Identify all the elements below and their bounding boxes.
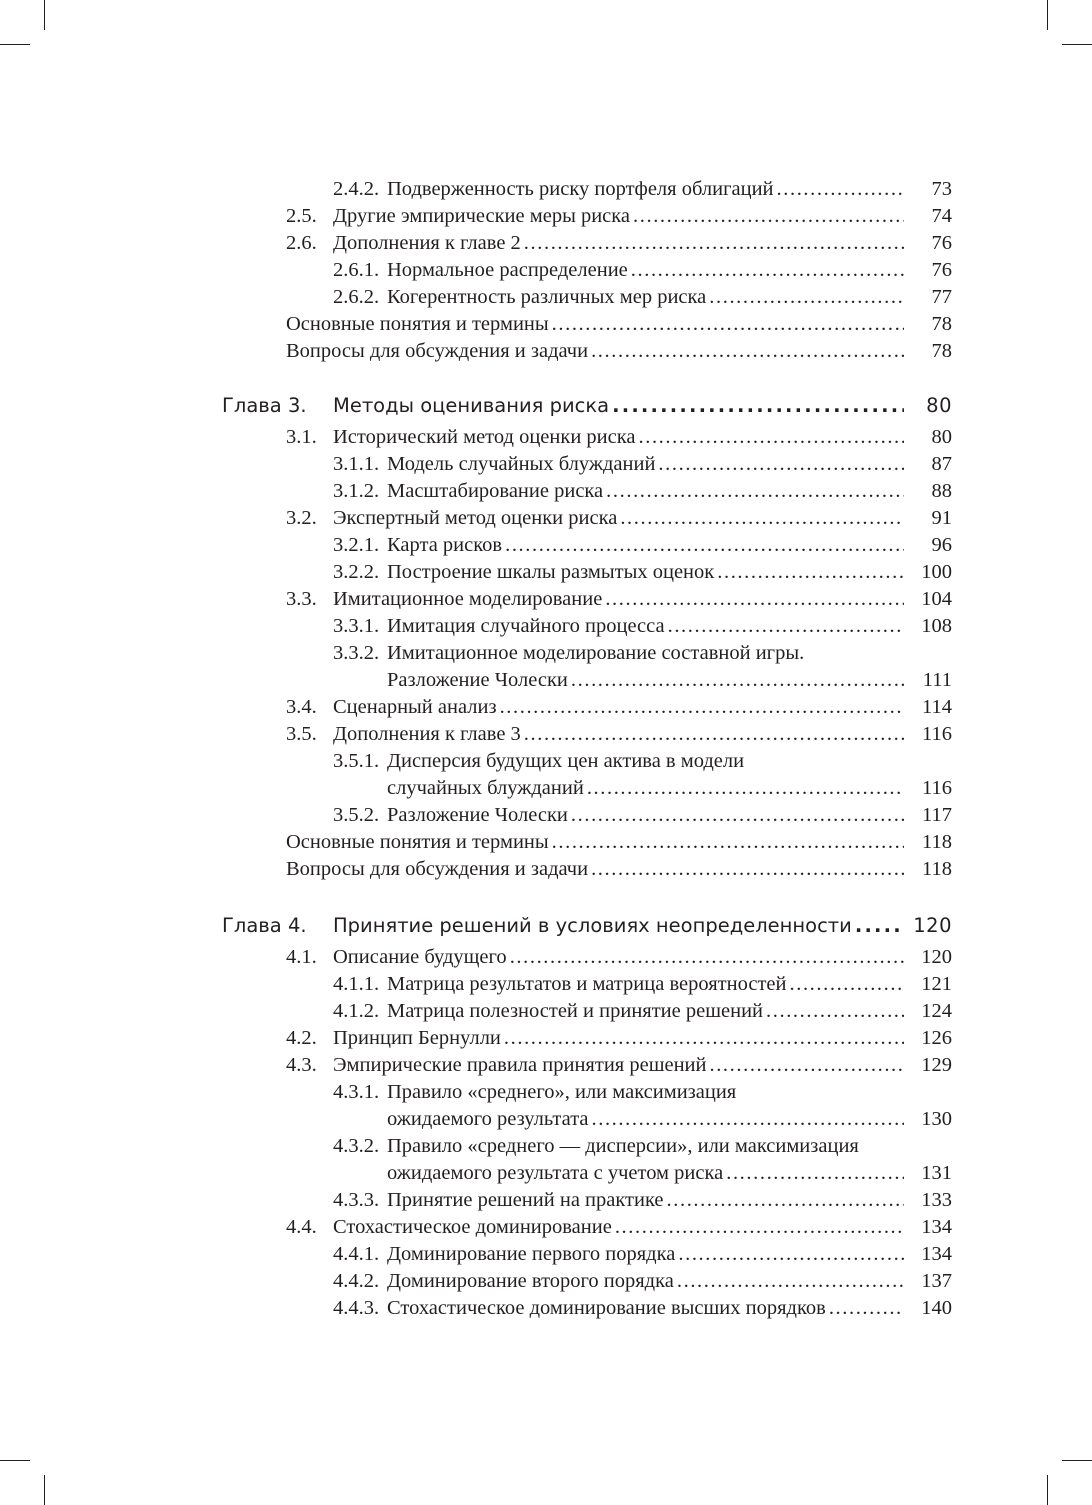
dot-leader — [612, 392, 904, 419]
toc-entry-number: 4.4.3. — [333, 1297, 380, 1319]
toc-entry-number: 4.4. — [286, 1216, 317, 1238]
toc-entry-title: Стохастическое доминирование высших порядков — [387, 1295, 826, 1322]
toc-row[interactable] — [0, 1268, 1092, 1295]
toc-entry-title: Дополнения к главе 2 — [333, 230, 521, 257]
toc-entry-number: Глава 3. — [222, 394, 307, 417]
toc-row[interactable] — [0, 1160, 1092, 1187]
dot-leader — [552, 829, 904, 856]
dot-leader — [571, 802, 904, 829]
toc-entry-title: Принятие решений на практике — [387, 1187, 664, 1214]
toc-row[interactable] — [0, 451, 1092, 478]
dot-leader — [591, 338, 904, 365]
toc-page-number: 76 — [931, 232, 952, 254]
toc-entry-number: 3.1. — [286, 426, 317, 448]
toc-row[interactable] — [0, 944, 1092, 971]
crop-mark-top-right-vertical — [1047, 0, 1048, 30]
toc-page-number: 126 — [921, 1027, 952, 1049]
toc-row[interactable] — [0, 748, 1092, 775]
dot-leader — [524, 721, 904, 748]
toc-page-number: 134 — [921, 1243, 952, 1265]
toc-page-number: 91 — [931, 507, 952, 529]
dot-leader — [571, 667, 904, 694]
toc-entry-number: 3.2. — [286, 507, 317, 529]
toc-entry-number: 4.3. — [286, 1054, 317, 1076]
toc-page-number: 124 — [921, 1000, 952, 1022]
toc-entry-number: 2.6.1. — [333, 259, 380, 281]
toc-entry-title: Доминирование первого порядка — [387, 1241, 675, 1268]
toc-row[interactable] — [0, 829, 1092, 856]
dot-leader — [524, 230, 904, 257]
toc-entry-title: Подверженность риску портфеля облигаций — [387, 176, 774, 203]
toc-entry-title: Нормальное распределение — [387, 257, 628, 284]
toc-row[interactable] — [0, 505, 1092, 532]
toc-entry-number: 4.4.1. — [333, 1243, 380, 1265]
toc-entry-number: 3.1.1. — [333, 453, 380, 475]
dot-leader — [633, 203, 904, 230]
dot-leader — [829, 1295, 904, 1322]
crop-mark-bottom-right-horizontal — [1062, 1460, 1092, 1461]
toc-row[interactable] — [0, 1241, 1092, 1268]
toc-chapter-row[interactable] — [0, 392, 1092, 419]
toc-entry-title: Матрица результатов и матрица вероятностей — [387, 971, 787, 998]
toc-entry-number: 4.3.1. — [333, 1081, 380, 1103]
toc-entry-title: Разложение Чолески — [387, 667, 568, 694]
toc-row[interactable] — [0, 802, 1092, 829]
toc-entry-number: 2.4.2. — [333, 178, 380, 200]
toc-page-number: 134 — [921, 1216, 952, 1238]
dot-leader — [790, 971, 905, 998]
toc-entry-number: 2.6.2. — [333, 286, 380, 308]
toc-page-number: 78 — [931, 340, 952, 362]
toc-row[interactable] — [0, 640, 1092, 667]
dot-leader — [668, 613, 904, 640]
toc-entry-title: Экспертный метод оценки риска — [333, 505, 617, 532]
crop-mark-bottom-left-horizontal — [0, 1460, 30, 1461]
toc-entry-title: Имитационное моделирование — [333, 586, 602, 613]
toc-page-number: 87 — [931, 453, 952, 475]
toc-row[interactable] — [0, 971, 1092, 998]
dot-leader — [587, 775, 904, 802]
toc-page-number: 137 — [921, 1270, 952, 1292]
crop-mark-top-left-horizontal — [0, 44, 30, 45]
toc-entry-number: 3.5. — [286, 723, 317, 745]
toc-page-number: 108 — [921, 615, 952, 637]
toc-page-number: 114 — [922, 696, 952, 718]
dot-leader — [717, 559, 904, 586]
crop-mark-bottom-right-vertical — [1047, 1475, 1048, 1505]
toc-entry-number: 4.3.2. — [333, 1135, 380, 1157]
dot-leader — [606, 478, 904, 505]
toc-row[interactable] — [0, 1079, 1092, 1106]
toc-entry-title: Стохастическое доминирование — [333, 1214, 612, 1241]
crop-mark-bottom-left-vertical — [44, 1475, 45, 1505]
toc-entry-title: Модель случайных блужданий — [387, 451, 655, 478]
toc-entry-number: 3.3.1. — [333, 615, 380, 637]
dot-leader — [677, 1268, 904, 1295]
dot-leader — [591, 856, 904, 883]
toc-entry-title: Исторический метод оценки риска — [333, 424, 636, 451]
dot-leader — [639, 424, 905, 451]
toc-entry-number: 4.1. — [286, 946, 317, 968]
toc-entry-number: 3.2.1. — [333, 534, 380, 556]
toc-row[interactable] — [0, 998, 1092, 1025]
toc-entry-title: Матрица полезностей и принятие решений — [387, 998, 763, 1025]
toc-entry-title: случайных блужданий — [387, 775, 584, 802]
dot-leader — [505, 532, 904, 559]
toc-page-number: 129 — [921, 1054, 952, 1076]
toc-entry-title: Описание будущего — [333, 944, 507, 971]
toc-page-number: 88 — [931, 480, 952, 502]
toc-row[interactable] — [0, 694, 1092, 721]
dot-leader — [605, 586, 904, 613]
toc-row[interactable] — [0, 1214, 1092, 1241]
dot-leader — [678, 1241, 904, 1268]
toc-page-number: 120 — [921, 946, 952, 968]
toc-entry-title: Карта рисков — [387, 532, 502, 559]
dot-leader — [667, 1187, 904, 1214]
toc-row[interactable] — [0, 1025, 1092, 1052]
toc-entry-title: Когерентность различных мер риска — [387, 284, 706, 311]
dot-leader — [592, 1106, 905, 1133]
toc-entry-title: Методы оценивания риска — [333, 394, 610, 417]
toc-page-number: 133 — [921, 1189, 952, 1211]
dot-leader — [709, 1052, 904, 1079]
toc-row[interactable] — [0, 1295, 1092, 1322]
toc-entry-title: Дисперсия будущих цен актива в модели — [387, 748, 744, 775]
toc-row[interactable] — [0, 613, 1092, 640]
toc-row[interactable] — [0, 1133, 1092, 1160]
toc-row[interactable] — [0, 203, 1092, 230]
toc-entry-title: Имитационное моделирование составной игры. — [387, 640, 804, 667]
toc-entry-title: ожидаемого результата с учетом риска — [387, 1160, 723, 1187]
toc-entry-title: Эмпирические правила принятия решений — [333, 1052, 706, 1079]
toc-entry-title: Основные понятия и термины — [286, 829, 549, 856]
toc-entry-number: 3.4. — [286, 696, 317, 718]
toc-entry-title: ожидаемого результата — [387, 1106, 589, 1133]
toc-row[interactable] — [0, 586, 1092, 613]
toc-entry-number: 4.3.3. — [333, 1189, 380, 1211]
toc-entry-title: Другие эмпирические меры риска — [333, 203, 630, 230]
toc-entry-number: 3.5.2. — [333, 804, 380, 826]
toc-row[interactable] — [0, 478, 1092, 505]
toc-row[interactable] — [0, 311, 1092, 338]
toc-entry-number: 4.1.1. — [333, 973, 380, 995]
toc-page-number: 76 — [931, 259, 952, 281]
toc-entry-number: 4.1.2. — [333, 1000, 380, 1022]
toc-entry-title: Дополнения к главе 3 — [333, 721, 521, 748]
dot-leader — [504, 1025, 904, 1052]
toc-page-number: 118 — [922, 858, 952, 880]
dot-leader — [552, 311, 904, 338]
toc-page-number: 118 — [922, 831, 952, 853]
toc-row[interactable] — [0, 1106, 1092, 1133]
toc-page-number: 100 — [921, 561, 952, 583]
toc-page-number: 80 — [931, 426, 952, 448]
toc-row[interactable] — [0, 1052, 1092, 1079]
toc-entry-title: Вопросы для обсуждения и задачи — [286, 338, 588, 365]
toc-page-number: 111 — [922, 669, 952, 691]
toc-page-number: 78 — [931, 313, 952, 335]
toc-entry-title: Правило «среднего — дисперсии», или максимизация — [387, 1133, 859, 1160]
toc-page-number: 77 — [931, 286, 952, 308]
toc-row[interactable] — [0, 721, 1092, 748]
toc-entry-title: Построение шкалы размытых оценок — [387, 559, 714, 586]
toc-entry-title: Имитация случайного процесса — [387, 613, 665, 640]
toc-entry-number: Глава 4. — [222, 914, 307, 937]
toc-page-number: 131 — [921, 1162, 952, 1184]
toc-page-number: 96 — [931, 534, 952, 556]
toc-page-number: 80 — [926, 394, 952, 417]
dot-leader — [510, 944, 904, 971]
dot-leader — [766, 998, 904, 1025]
dot-leader — [615, 1214, 904, 1241]
crop-mark-top-left-vertical — [44, 0, 45, 30]
dot-leader — [726, 1160, 904, 1187]
toc-entry-title: Основные понятия и термины — [286, 311, 549, 338]
toc-page-number: 117 — [922, 804, 952, 826]
toc-row[interactable] — [0, 176, 1092, 203]
toc-entry-title: Принцип Бернулли — [333, 1025, 501, 1052]
toc-row[interactable] — [0, 856, 1092, 883]
toc-entry-title: Масштабирование риска — [387, 478, 603, 505]
toc-entry-title: Вопросы для обсуждения и задачи — [286, 856, 588, 883]
toc-row[interactable] — [0, 338, 1092, 365]
toc-entry-number: 2.6. — [286, 232, 317, 254]
dot-leader — [777, 176, 904, 203]
dot-leader — [709, 284, 904, 311]
toc-row[interactable] — [0, 532, 1092, 559]
toc-entry-number: 3.3.2. — [333, 642, 380, 664]
toc-row[interactable] — [0, 1187, 1092, 1214]
toc-entry-number: 3.5.1. — [333, 750, 380, 772]
toc-chapter-row[interactable] — [0, 912, 1092, 939]
toc-row[interactable] — [0, 257, 1092, 284]
toc-entry-number: 4.4.2. — [333, 1270, 380, 1292]
toc-page-number: 104 — [921, 588, 952, 610]
toc-row[interactable] — [0, 775, 1092, 802]
toc-page-number: 116 — [922, 777, 952, 799]
toc-row[interactable] — [0, 559, 1092, 586]
toc-entry-number: 2.5. — [286, 205, 317, 227]
toc-entry-number: 3.1.2. — [333, 480, 380, 502]
toc-entry-title: Правило «среднего», или максимизация — [387, 1079, 736, 1106]
toc-page-number: 140 — [921, 1297, 952, 1319]
dot-leader — [631, 257, 904, 284]
toc-entry-number: 3.3. — [286, 588, 317, 610]
toc-entry-number: 4.2. — [286, 1027, 317, 1049]
dot-leader — [620, 505, 904, 532]
toc-page-number: 121 — [921, 973, 952, 995]
toc-page-number: 73 — [931, 178, 952, 200]
crop-mark-top-right-horizontal — [1062, 44, 1092, 45]
toc-entry-title: Принятие решений в условиях неопределенности — [333, 914, 852, 937]
toc-row[interactable] — [0, 230, 1092, 257]
toc-row[interactable] — [0, 424, 1092, 451]
toc-page-number: 120 — [913, 914, 952, 937]
toc-entry-title: Доминирование второго порядка — [387, 1268, 674, 1295]
toc-page-number: 130 — [921, 1108, 952, 1130]
dot-leader — [500, 694, 904, 721]
toc-entry-number: 3.2.2. — [333, 561, 380, 583]
toc-entry-title: Разложение Чолески — [387, 802, 568, 829]
dot-leader — [855, 912, 904, 939]
toc-entry-title: Сценарный анализ — [333, 694, 497, 721]
dot-leader — [658, 451, 904, 478]
toc-row[interactable] — [0, 667, 1092, 694]
toc-page-number: 116 — [922, 723, 952, 745]
toc-row[interactable] — [0, 284, 1092, 311]
toc-page-number: 74 — [931, 205, 952, 227]
